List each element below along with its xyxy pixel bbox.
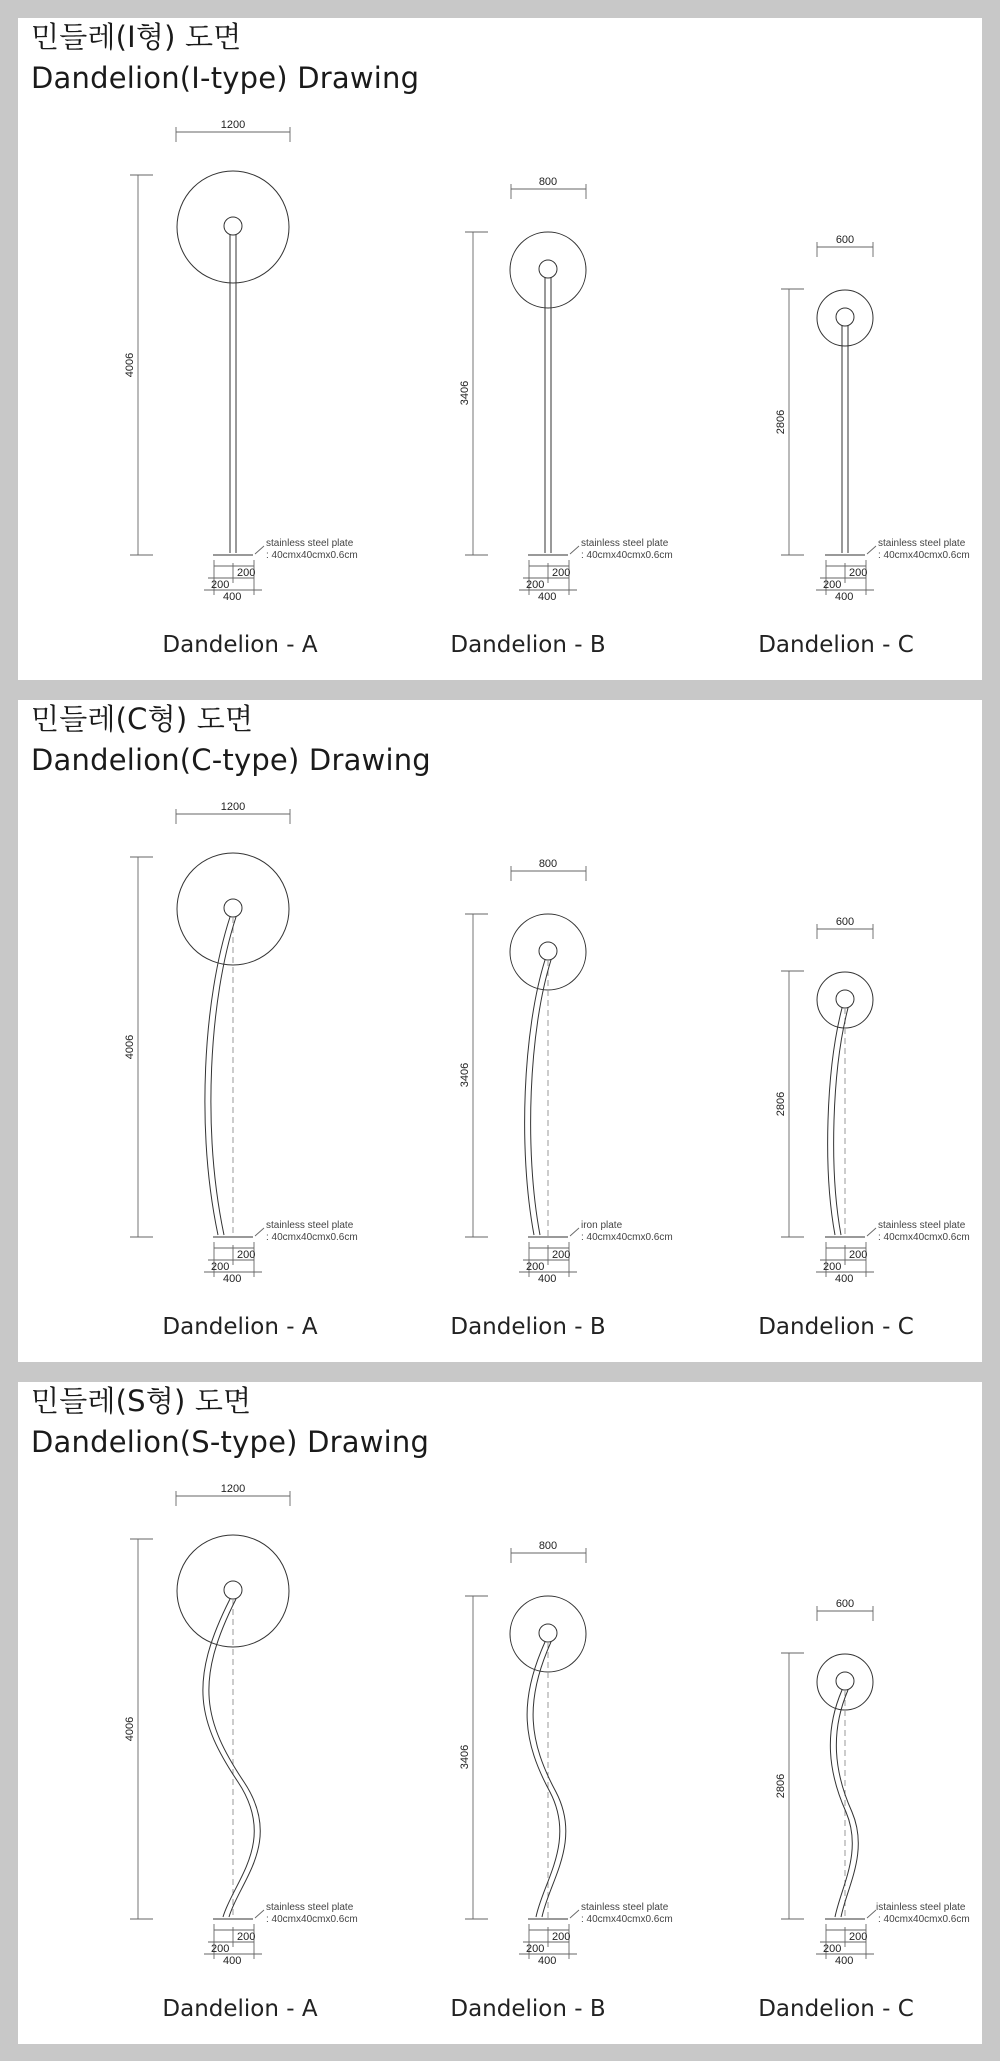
drawing-dandelion-b: [450, 1540, 672, 2022]
panel-title-english: Dandelion(C-type) Drawing: [31, 743, 431, 777]
drawing-dandelion-c: [758, 1598, 969, 2022]
drawing-dandelion-b: [450, 176, 672, 658]
height-dimension: 3406: [459, 380, 471, 406]
height-dimension: 2806: [775, 409, 787, 435]
width-dimension: 1200: [220, 801, 246, 813]
base-dim-b: 200: [823, 579, 842, 591]
width-dimension: 1200: [220, 119, 246, 131]
base-dim-c: 400: [538, 1955, 557, 1967]
base-dim-a: 200: [237, 1249, 256, 1261]
item-caption: Dandelion - C: [758, 1314, 914, 1340]
plate-note: stainless steel plate: [878, 1220, 966, 1231]
base-dim-c: 400: [835, 1273, 854, 1285]
base-dim-a: 200: [849, 1931, 868, 1943]
drawing-dandelion-b: [450, 858, 672, 1340]
base-dim-b: 200: [211, 1261, 230, 1273]
base-dim-c: 400: [538, 1273, 557, 1285]
panel-i-type: [18, 18, 982, 680]
panel-title-english: Dandelion(S-type) Drawing: [31, 1425, 430, 1459]
base-dim-a: 200: [552, 1931, 571, 1943]
plate-note: iron plate: [581, 1220, 623, 1231]
item-caption: Dandelion - B: [450, 632, 606, 658]
base-dim-c: 400: [538, 591, 557, 603]
item-caption: Dandelion - B: [450, 1996, 606, 2022]
base-dim-b: 200: [823, 1943, 842, 1955]
panel-title-korean: 민들레(S형) 도면: [31, 1384, 252, 1418]
drawing-canvas: [18, 700, 982, 1362]
plate-note: istainless steel plate: [876, 1902, 966, 1913]
drawing-dandelion-c: [758, 916, 969, 1340]
base-dim-c: 400: [835, 1955, 854, 1967]
base-dim-a: 200: [237, 567, 256, 579]
base-dim-a: 200: [237, 1931, 256, 1943]
plate-note: stainless steel plate: [266, 538, 354, 549]
base-dim-a: 200: [552, 1249, 571, 1261]
item-caption: Dandelion - A: [162, 1314, 318, 1340]
item-caption: Dandelion - A: [162, 632, 318, 658]
drawing-dandelion-a: [124, 119, 358, 658]
plate-size: : 40cmx40cmx0.6cm: [878, 550, 970, 561]
plate-note: stainless steel plate: [878, 538, 966, 549]
plate-note: stainless steel plate: [581, 538, 669, 549]
base-dim-b: 200: [526, 1943, 545, 1955]
base-dim-a: 200: [849, 1249, 868, 1261]
panel-title-english: Dandelion(I-type) Drawing: [31, 61, 420, 95]
height-dimension: 4006: [124, 352, 136, 378]
height-dimension: 2806: [775, 1773, 787, 1799]
base-dim-c: 400: [223, 591, 242, 603]
width-dimension: 1200: [220, 1483, 246, 1495]
height-dimension: 4006: [124, 1034, 136, 1060]
panel-title-korean: 민들레(C형) 도면: [31, 702, 254, 736]
base-dim-c: 400: [223, 1955, 242, 1967]
height-dimension: 3406: [459, 1062, 471, 1088]
plate-note: stainless steel plate: [266, 1902, 354, 1913]
width-dimension: 800: [538, 176, 558, 188]
base-dim-b: 200: [211, 1943, 230, 1955]
plate-size: : 40cmx40cmx0.6cm: [581, 550, 673, 561]
base-dim-b: 200: [211, 579, 230, 591]
plate-size: : 40cmx40cmx0.6cm: [266, 550, 358, 561]
base-dim-a: 200: [552, 567, 571, 579]
drawing-dandelion-c: [758, 234, 969, 658]
item-caption: Dandelion - B: [450, 1314, 606, 1340]
item-caption: Dandelion - C: [758, 1996, 914, 2022]
panel-title-korean: 민들레(I형) 도면: [31, 20, 242, 54]
panel-c-type: [18, 700, 982, 1362]
height-dimension: 2806: [775, 1091, 787, 1117]
item-caption: Dandelion - C: [758, 632, 914, 658]
plate-note: stainless steel plate: [581, 1902, 669, 1913]
plate-size: : 40cmx40cmx0.6cm: [266, 1914, 358, 1925]
width-dimension: 600: [835, 234, 855, 246]
base-dim-b: 200: [526, 579, 545, 591]
plate-size: : 40cmx40cmx0.6cm: [581, 1232, 673, 1243]
width-dimension: 600: [835, 1598, 855, 1610]
drawing-dandelion-a: [124, 801, 358, 1340]
plate-size: : 40cmx40cmx0.6cm: [878, 1232, 970, 1243]
plate-size: : 40cmx40cmx0.6cm: [266, 1232, 358, 1243]
base-dim-a: 200: [849, 567, 868, 579]
item-caption: Dandelion - A: [162, 1996, 318, 2022]
drawing-canvas: [18, 18, 982, 680]
base-dim-b: 200: [823, 1261, 842, 1273]
panel-s-type: [18, 1382, 982, 2044]
drawing-dandelion-a: [124, 1483, 358, 2022]
width-dimension: 800: [538, 858, 558, 870]
base-dim-c: 400: [835, 591, 854, 603]
height-dimension: 3406: [459, 1744, 471, 1770]
width-dimension: 800: [538, 1540, 558, 1552]
drawing-canvas: [18, 1382, 982, 2044]
height-dimension: 4006: [124, 1716, 136, 1742]
base-dim-c: 400: [223, 1273, 242, 1285]
base-dim-b: 200: [526, 1261, 545, 1273]
plate-size: : 40cmx40cmx0.6cm: [581, 1914, 673, 1925]
plate-size: : 40cmx40cmx0.6cm: [878, 1914, 970, 1925]
width-dimension: 600: [835, 916, 855, 928]
plate-note: stainless steel plate: [266, 1220, 354, 1231]
